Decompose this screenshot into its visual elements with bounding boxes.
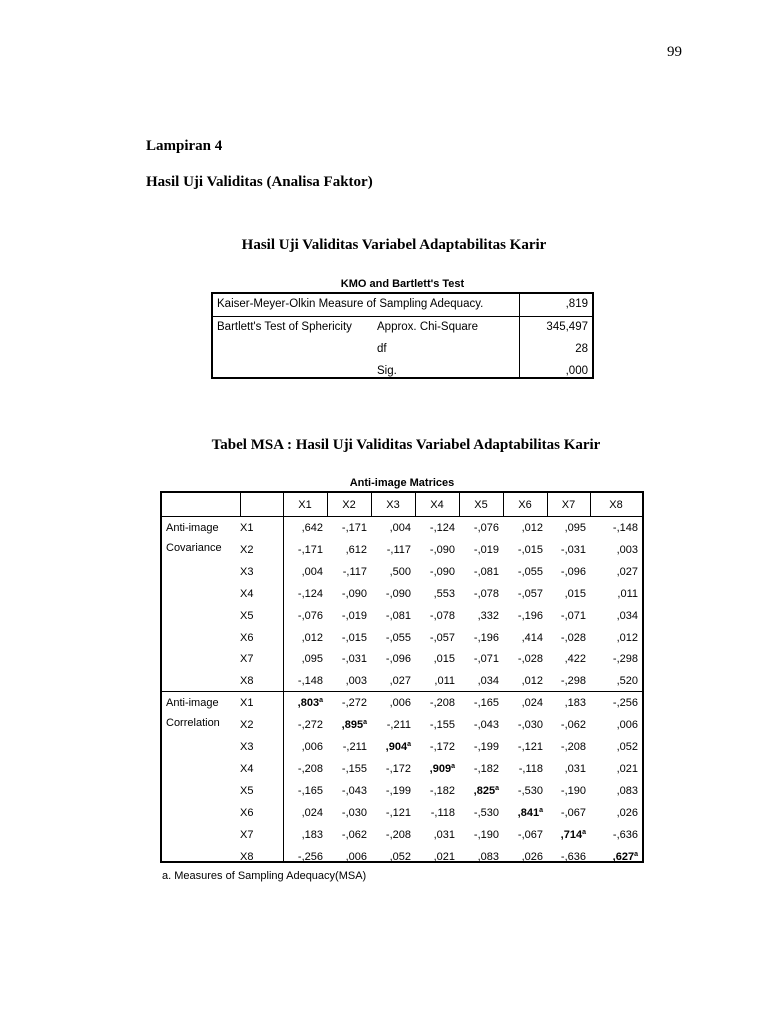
matrix-value: -,121 [385, 807, 411, 819]
kmo-column-divider [519, 294, 520, 377]
matrix-value: -,155 [429, 719, 455, 731]
column-header: X1 [298, 499, 312, 511]
row-label: X2 [240, 719, 254, 731]
anti-image-matrices-table [160, 491, 644, 863]
matrix-value: -,256 [612, 697, 638, 709]
matrix-value: -,636 [612, 829, 638, 841]
bartlett-sig-label: Sig. [377, 365, 397, 377]
matrix-value: ,004 [301, 566, 323, 578]
appendix-heading: Lampiran 4 [146, 138, 223, 154]
matrix-value: -,076 [473, 522, 499, 534]
matrix-value: ,027 [389, 675, 411, 687]
matrix-value: ,520 [616, 675, 638, 687]
matrix-value: ,012 [301, 632, 323, 644]
msa-diagonal-value: ,627$^a$ [612, 851, 638, 863]
matrix-value: ,024 [521, 697, 543, 709]
matrix-value: -,062 [341, 829, 367, 841]
anti-image-table-caption: Anti-image Matrices [349, 477, 455, 489]
matrix-value: ,011 [617, 588, 638, 600]
msa-footnote-marker: a [451, 763, 455, 770]
matrix-value: -,071 [473, 653, 499, 665]
matrix-value: ,026 [616, 807, 638, 819]
msa-footnote-marker: a [495, 785, 499, 792]
matrix-value: -,171 [341, 522, 367, 534]
row-label: X8 [240, 851, 254, 863]
matrix-value: -,190 [473, 829, 499, 841]
row-label: X7 [240, 829, 254, 841]
matrix-value: -,031 [560, 544, 586, 556]
kmo-table-caption: KMO and Bartlett's Test [340, 278, 465, 290]
msa-diagonal-value: ,714$^a$ [560, 829, 586, 841]
matrix-value: -,155 [341, 763, 367, 775]
matrix-value: -,190 [560, 785, 586, 797]
matrix-value: ,031 [433, 829, 455, 841]
header-column-divider [240, 493, 241, 516]
group-label: Anti-image [166, 697, 219, 709]
matrix-value: -,118 [518, 763, 543, 775]
matrix-value: ,011 [434, 675, 455, 687]
row-label: X3 [240, 566, 254, 578]
header-divider [162, 516, 642, 517]
matrix-value: ,034 [616, 610, 638, 622]
matrix-value: -,028 [517, 653, 543, 665]
matrix-value: -,019 [473, 544, 499, 556]
matrix-value: -,256 [297, 851, 323, 863]
matrix-value: -,081 [473, 566, 499, 578]
matrix-value: -,015 [517, 544, 543, 556]
matrix-value: -,090 [429, 566, 455, 578]
matrix-value: ,006 [616, 719, 638, 731]
matrix-value: -,165 [297, 785, 323, 797]
matrix-value: ,095 [564, 522, 586, 534]
appendix-subtitle: Hasil Uji Validitas (Analisa Faktor) [146, 174, 373, 190]
matrix-value: ,183 [564, 697, 586, 709]
msa-diagonal-value: ,841$^a$ [517, 807, 543, 819]
matrix-value: -,208 [385, 829, 411, 841]
column-header: X8 [609, 499, 623, 511]
bartlett-sig-value: ,000 [565, 365, 588, 377]
msa-footnote-marker: a [407, 741, 411, 748]
matrix-value: -,019 [341, 610, 367, 622]
matrix-value: ,015 [564, 588, 586, 600]
matrix-value: -,043 [473, 719, 499, 731]
matrix-value: -,078 [429, 610, 455, 622]
matrix-value: -,148 [297, 675, 323, 687]
matrix-value: -,055 [517, 566, 543, 578]
matrix-value: ,083 [477, 851, 499, 863]
row-label: X4 [240, 763, 254, 775]
matrix-value: -,199 [385, 785, 411, 797]
column-header: X5 [474, 499, 488, 511]
matrix-value: ,027 [616, 566, 638, 578]
matrix-value: -,118 [430, 807, 455, 819]
matrix-value: ,052 [389, 851, 411, 863]
matrix-value: -,148 [612, 522, 638, 534]
matrix-value: -,031 [341, 653, 367, 665]
group-label: Correlation [166, 717, 220, 729]
matrix-value: ,414 [521, 632, 543, 644]
matrix-value: -,208 [429, 697, 455, 709]
column-header: X4 [430, 499, 444, 511]
matrix-value: -,028 [560, 632, 586, 644]
column-header: X7 [561, 499, 576, 511]
matrix-value: -,199 [473, 741, 499, 753]
matrix-value: -,208 [560, 741, 586, 753]
matrix-value: -,211 [386, 719, 411, 731]
matrix-value: -,196 [517, 610, 543, 622]
matrix-value: -,272 [341, 697, 367, 709]
matrix-value: -,030 [341, 807, 367, 819]
msa-diagonal-value: ,803$^a$ [297, 697, 323, 709]
msa-footnote-marker: a [319, 697, 323, 704]
row-label: X2 [240, 544, 254, 556]
msa-diagonal-value: ,909$^a$ [429, 763, 455, 775]
row-label: X8 [240, 675, 254, 687]
matrix-value: -,090 [385, 588, 411, 600]
matrix-value: ,332 [477, 610, 499, 622]
matrix-value: ,183 [301, 829, 323, 841]
group-label: Covariance [166, 542, 222, 554]
matrix-value: -,030 [517, 719, 543, 731]
row-label: X3 [240, 741, 254, 753]
kmo-section-title: Hasil Uji Validitas Variabel Adaptabilitas Karir [241, 237, 547, 253]
row-label: X6 [240, 632, 254, 644]
row-label: X7 [240, 653, 254, 665]
matrix-value: -,078 [473, 588, 499, 600]
matrix-value: ,012 [521, 675, 543, 687]
group-label: Anti-image [166, 522, 219, 534]
bartlett-df-label: df [377, 343, 387, 355]
matrix-value: -,298 [560, 675, 586, 687]
matrix-value: -,067 [517, 829, 543, 841]
matrix-value: ,031 [564, 763, 586, 775]
matrix-value: ,003 [345, 675, 367, 687]
msa-footnote-marker: a [582, 829, 586, 836]
matrix-value: -,182 [473, 763, 499, 775]
bartlett-chi-square-value: 345,497 [546, 321, 588, 333]
msa-footnote-marker: a [539, 807, 543, 814]
matrix-value: -,055 [385, 632, 411, 644]
matrix-value: ,034 [477, 675, 499, 687]
matrix-value: -,090 [341, 588, 367, 600]
matrix-value: -,298 [612, 653, 638, 665]
matrix-value: -,057 [517, 588, 543, 600]
matrix-value: -,165 [473, 697, 499, 709]
matrix-value: -,530 [517, 785, 543, 797]
matrix-value: ,006 [301, 741, 323, 753]
bartlett-chi-square-label: Approx. Chi-Square [377, 321, 478, 333]
matrix-value: -,636 [560, 851, 586, 863]
kmo-row-divider [213, 316, 592, 317]
matrix-value: ,422 [564, 653, 586, 665]
group-divider [162, 691, 642, 692]
kmo-label: Kaiser-Meyer-Olkin Measure of Sampling Adequacy. [217, 298, 484, 310]
matrix-value: -,211 [342, 741, 367, 753]
matrix-value: ,003 [616, 544, 638, 556]
matrix-value: ,095 [301, 653, 323, 665]
row-label: X4 [240, 588, 254, 600]
matrix-value: ,052 [616, 741, 638, 753]
msa-footnote-marker: a [363, 719, 367, 726]
msa-section-title: Tabel MSA : Hasil Uji Validitas Variabel Adaptabilitas Karir [211, 437, 601, 453]
bartlett-label: Bartlett's Test of Sphericity [217, 321, 352, 333]
matrix-value: ,021 [616, 763, 638, 775]
matrix-value: ,024 [301, 807, 323, 819]
matrix-value: -,096 [385, 653, 411, 665]
matrix-value: ,612 [345, 544, 367, 556]
matrix-value: ,083 [616, 785, 638, 797]
matrix-value: ,006 [345, 851, 367, 863]
matrix-value: ,006 [389, 697, 411, 709]
row-label: X5 [240, 785, 254, 797]
matrix-value: -,182 [429, 785, 455, 797]
matrix-value: -,015 [341, 632, 367, 644]
matrix-value: ,553 [433, 588, 455, 600]
row-label: X1 [240, 697, 254, 709]
msa-diagonal-value: ,895$^a$ [341, 719, 367, 731]
matrix-value: ,500 [389, 566, 411, 578]
row-label: X5 [240, 610, 254, 622]
matrix-value: -,076 [297, 610, 323, 622]
matrix-value: ,642 [301, 522, 323, 534]
matrix-value: -,090 [429, 544, 455, 556]
matrix-value: -,067 [560, 807, 586, 819]
matrix-value: -,124 [429, 522, 455, 534]
column-header: X3 [386, 499, 400, 511]
msa-diagonal-value: ,825$^a$ [473, 785, 499, 797]
matrix-value: -,096 [560, 566, 586, 578]
matrix-value: -,530 [473, 807, 499, 819]
matrix-value: -,081 [385, 610, 411, 622]
row-label: X1 [240, 522, 254, 534]
matrix-value: -,062 [560, 719, 586, 731]
table-footnote: a. Measures of Sampling Adequacy(MSA) [162, 870, 367, 882]
matrix-value: ,021 [433, 851, 455, 863]
kmo-value: ,819 [565, 298, 588, 310]
matrix-value: ,012 [616, 632, 638, 644]
matrix-value: ,026 [521, 851, 543, 863]
column-header: X2 [342, 499, 356, 511]
column-header: X6 [518, 499, 532, 511]
msa-diagonal-value: ,904$^a$ [385, 741, 411, 753]
matrix-value: -,172 [385, 763, 411, 775]
bartlett-df-value: 28 [575, 343, 588, 355]
matrix-value: -,117 [342, 566, 367, 578]
matrix-value: -,272 [297, 719, 323, 731]
matrix-value: -,124 [297, 588, 323, 600]
row-label: X6 [240, 807, 254, 819]
matrix-value: -,057 [429, 632, 455, 644]
msa-footnote-marker: a [634, 851, 638, 858]
matrix-value: -,208 [297, 763, 323, 775]
matrix-value: -,121 [517, 741, 543, 753]
matrix-value: -,117 [386, 544, 411, 556]
page-number: 99 [667, 44, 682, 60]
matrix-value: ,015 [433, 653, 455, 665]
matrix-value: ,012 [521, 522, 543, 534]
kmo-bartlett-table [211, 292, 594, 379]
matrix-value: -,071 [560, 610, 586, 622]
matrix-value: -,043 [341, 785, 367, 797]
matrix-value: -,196 [473, 632, 499, 644]
matrix-value: ,004 [389, 522, 411, 534]
matrix-value: -,172 [429, 741, 455, 753]
matrix-value: -,171 [297, 544, 323, 556]
